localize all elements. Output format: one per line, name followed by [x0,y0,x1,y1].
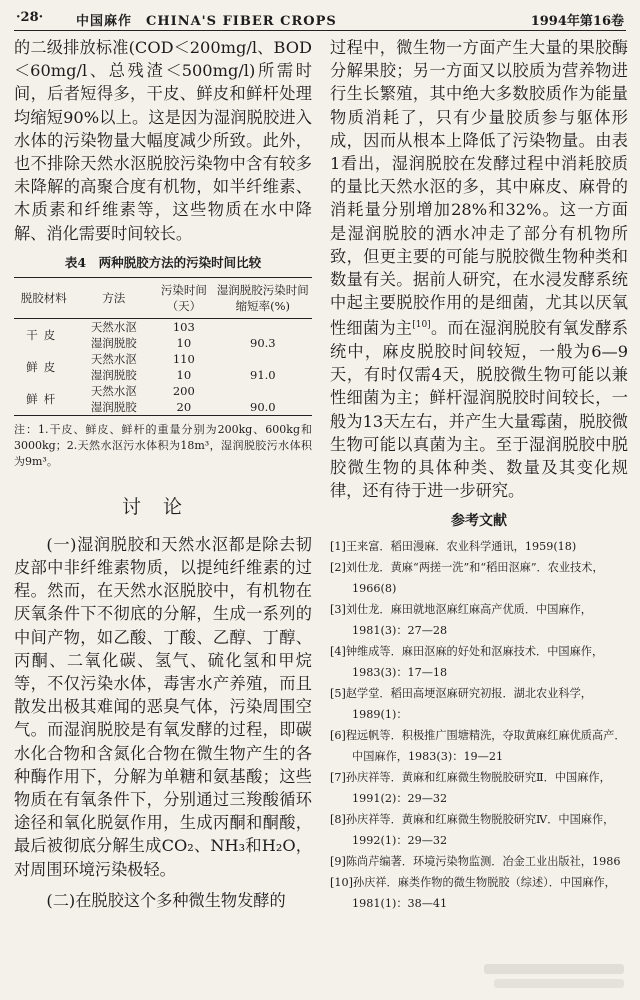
days-cell: 10 [176,335,192,350]
rate-cell: 91.0 [250,367,276,382]
rate-cell [214,318,312,335]
material-cell: 鲜杆 [14,383,74,416]
section-title-discussion: 讨论 [121,495,204,518]
col-header-days: 污染时间（天） [154,277,214,318]
table-row [14,318,312,335]
method-cell: 天然水沤 [90,351,137,366]
right-para-1-text: 过程中，微生物一方面产生大量的果胶酶分解果胶；另一方面又以胶质为营养物进行生长繁殖，其中绝大多数胶质作为能量物质消耗了，只有少量胶质参与躯体形成，因而从根本上降低了污染物量。由表1看出，湿润脱胶在发酵过程中消耗胶质的量比天然水沤的多，其中麻皮、麻骨的消耗量分别增加28%和32%。这一方面是湿润脱胶的洒水冲走了部分有机物所致，但更主要的可能与脱胶微生物种类和数量有关。据前人研究，在水浸发酵系统中起主要脱胶作用的是细菌，尤其以厌氧性细菌为主 [330,38,628,338]
left-para-3: (二)在脱胶这个多种微生物发酵的 [46,890,286,910]
table-row [14,351,312,367]
days-cell: 10 [176,367,192,382]
table-header-row [14,277,312,318]
material-cell: 干皮 [26,327,62,342]
rate-cell: 90.0 [214,399,312,416]
page-number: ·28· [16,10,44,25]
right-para-1 [330,36,628,502]
watermark-band-2 [494,979,624,988]
left-para-2: (一)湿润脱胶和天然水沤都是除去韧皮部中非纤维素物质，以提纯纤维素的过程。然而，在天然水沤脱胶中，有机物在厌氧条件下不彻底的分解，生成一系列的中间产物，如乙酸、丁酸、乙醇、丁醇、丙酮、二氧化碳、氢气、硫化氢和甲烷等，不仅污染水体，毒害水产养殖，而且散发出极其难闻的恶臭气体，污染周围空气。而湿润脱胶是有氧发酵的过程，即碳水化合物和含氮化合物在微生物产生的各种酶作用下，分解为单糖和氨基酸；这些物质在有氧条件下，分别通过三羧酸循环途径和氧化脱氨作用，生成丙酮和酮酸，最后被彻底分解生成CO₂、NH₃和H₂O，对周围环境污染极轻。 [14,534,312,879]
reference-item: [6]程远帆等．积极推广围塘精洗，夺取黄麻红麻优质高产．中国麻作，1983(3)：19—21 [330,729,626,764]
table-note: 注：1.干皮、鲜皮、鲜杆的重量分别为200kg、600kg和3000kg；2.天然水沤污水体积为18m³，湿润脱胶污水体积为9m³。 [14,422,312,468]
material-cell: 鲜皮 [26,359,62,374]
days-cell: 200 [172,383,195,398]
reference-item: [10]孙庆祥．麻类作物的微生物脱胶（综述）．中国麻作，1981(1)：38—41 [330,876,616,911]
reference-item: [5]赵学堂．稻田高埂沤麻研究初报．湖北农业科学，1989(1)： [330,687,592,722]
rate-cell [214,383,312,399]
col-header-material: 脱胶材料 [14,277,74,318]
reference-item: [3]刘仕龙．麻田就地沤麻红麻高产优质．中国麻作，1981(3)：27—28 [330,603,592,638]
method-cell: 湿润脱胶 [90,367,137,382]
method-cell: 天然水沤 [90,383,137,398]
reference-item: [4]钟维成等．麻田沤麻的好处和沤麻技术．中国麻作，1983(3)：17—18 [330,645,604,680]
days-cell: 110 [172,351,195,366]
reference-item: [7]孙庆祥等．黄麻和红麻微生物脱胶研究Ⅱ．中国麻作，1991(2)：29—32 [330,771,611,806]
volume-info: 1994年第16卷 [530,14,624,29]
table-4 [14,277,312,416]
left-para-1: 的二级排放标准(COD＜200mg/l、BOD＜60mg/l、总残渣＜500mg/l)所需时间，后者短得多，干皮、鲜皮和鲜杆处理均缩短90%以上。这是因为湿润脱胶进入水体的污染物量大幅度减少所致。此外，也不排除天然水沤脱胶污染物中含有较多未降解的高聚合度有机物，如半纤维素、木质素和纤维素等，这些物质在水中降解、消化需要时间较长。 [14,38,312,243]
running-header [14,6,626,31]
col-header-method: 方法 [74,277,154,318]
references-list [330,536,628,914]
citation-ref: [10] [412,320,431,331]
reference-item: [8]孙庆祥等．黄麻和红麻微生物脱胶研究Ⅳ．中国麻作，1992(1)：29—32 [330,813,615,848]
left-column [14,36,312,912]
right-column [330,36,628,914]
table-row [14,383,312,399]
journal-title: 中国麻作 CHINA'S FIBER CROPS [76,14,337,29]
reference-item: [9]陈尚芹编著．环境污染物监测．冶金工业出版社，1986 [330,855,621,869]
method-cell: 湿润脱胶 [74,399,154,416]
reference-item: [2]刘仕龙．黄麻“两搓一洗”和“稻田沤麻”．农业技术，1966(8) [330,561,604,596]
method-cell: 天然水沤 [90,319,137,334]
right-para-1-cont: 。而在湿润脱胶有氧发酵系统中，麻皮脱胶时间较短，一般为6—9天，有时仅需4天，脱胶微生物可能以兼性细菌为主；鲜杆湿润脱胶时间较长，一般为13天左右，并产生大量霉菌，脱胶微生物可能以真菌为主。至于湿润脱胶中脱胶微生物的具体种类、数量及其变化规律，还有待于进一步研究。 [330,318,629,501]
days-cell: 103 [172,319,195,334]
method-cell: 湿润脱胶 [90,335,137,350]
rate-cell: 90.3 [250,335,276,350]
rate-cell [214,351,312,367]
days-cell: 20 [154,399,214,416]
col-header-rate: 湿润脱胶污染时间缩短率(%) [214,277,312,318]
site-watermark [462,956,632,996]
reference-item: [1]王来富．稻田漫麻．农业科学通讯，1959(18) [330,540,577,554]
references-title: 参考文献 [451,513,507,530]
watermark-band-1 [484,964,624,974]
table-caption: 表4 两种脱胶方法的污染时间比较 [64,254,262,270]
